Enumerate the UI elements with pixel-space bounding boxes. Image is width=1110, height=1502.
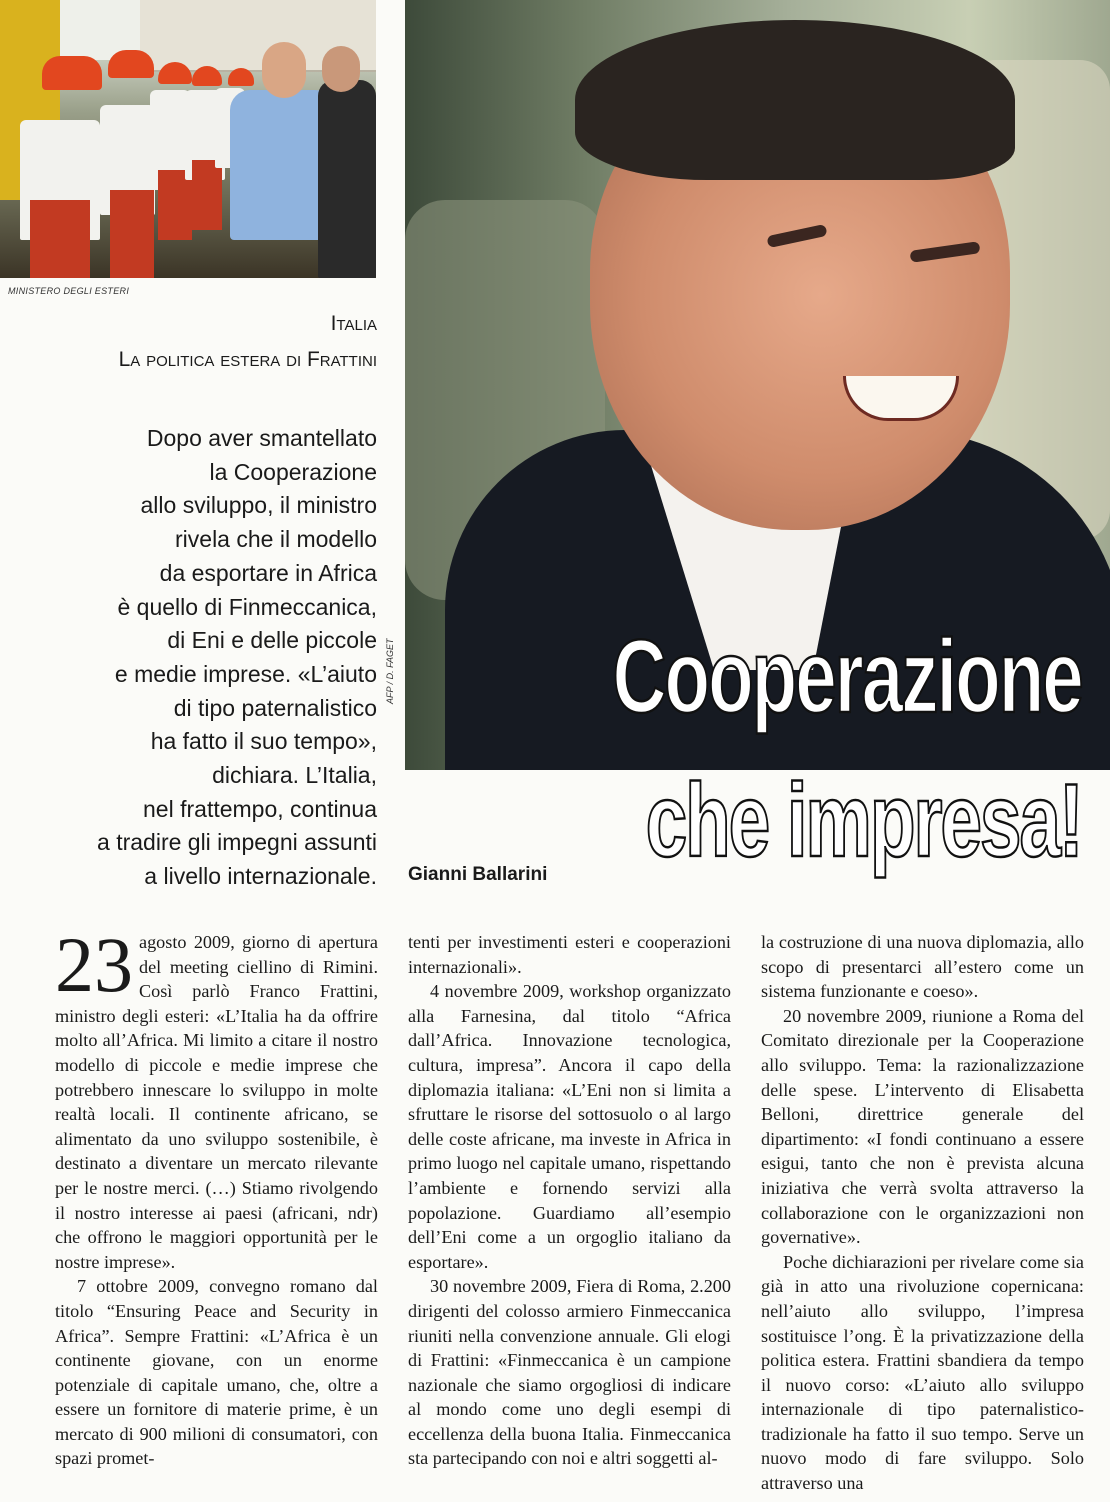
- headline-line-2: che impresa!: [645, 763, 1082, 879]
- photo-workers-handshake: [0, 0, 376, 278]
- author-byline: Gianni Ballarini: [408, 864, 548, 885]
- body-paragraph: 7 ottobre 2009, convegno romano dal titolo “Ensuring Peace and Security in Africa”. Sempre Frattini: «L’Africa è un continente giovane, con un enorme potenziale di capitale umano, che, oltre a essere un fornitore di materie prime, è un mercato di 900 milioni di consumatori, con spazi promet-: [55, 1276, 378, 1469]
- topic-kicker: La politica estera di Frattini: [118, 348, 377, 371]
- standfirst-line: di Eni e delle piccole: [167, 627, 377, 654]
- drop-cap: 23: [55, 921, 133, 1008]
- headline-line-1: Cooperazione: [612, 619, 1082, 735]
- photo-credit-left: MINISTERO DEGLI ESTERI: [8, 286, 130, 296]
- standfirst-line: dichiara. L’Italia,: [212, 762, 377, 789]
- body-paragraph: 20 novembre 2009, riunione a Roma del Comitato direzionale per la Cooperazione allo sviluppo. Tema: la razionalizzazione delle spese. L’intervento di Elisabetta Belloni, direttrice generale del dipartimento: «I fondi continuano a essere esigui, tanto che non è prevista alcuna iniziativa che verrà svolta attraverso la collaborazione con le organizzazioni non governative».: [761, 1005, 1084, 1248]
- photo-credit-right: AFP / D. FAGET: [385, 638, 395, 704]
- standfirst-line: ha fatto il suo tempo»,: [150, 728, 377, 755]
- standfirst-line: è quello di Finmeccanica,: [117, 593, 377, 620]
- body-paragraph: Poche dichiarazioni per rivelare come sia già in atto una rivoluzione copernicana: nell’aiuto allo sviluppo, l’impresa sostituisce l’ong. È la privatizzazione della politica estera. Frattini sbandiera da tempo il nuovo corso: «L’aiuto allo sviluppo internazionale di tipo paternalistico-tradizionale ha fatto il suo tempo. Serve un nuovo modo di fare sviluppo. Solo attraverso una: [761, 1251, 1084, 1494]
- body-paragraph: la costruzione di una nuova diplomazia, allo scopo di presentarci all’estero come un sistema funzionante e coeso».: [761, 932, 1084, 1002]
- standfirst-line: la Cooperazione: [209, 458, 377, 485]
- standfirst-line: allo sviluppo, il ministro: [140, 492, 377, 519]
- body-paragraph: 23 agosto 2009, giorno di apertura del meeting ciellino di Rimini. Così parlò Franco Frattini, ministro degli esteri: «L’Italia ha da offrire molto all’Africa. Mi limito a citare il nostro modello di piccole e medie imprese che potrebbero innescare lo sviluppo in molte realtà locali. Il continente africano, se alimentato da uno sviluppo sostenibile, è destinato a diventare un mercato rilevante per le nostre merci. (…) Stiamo rivolgendo il nostro interesse ai paesi (africani, ndr) che offrono le maggiori opportunità per le nostre imprese».: [55, 921, 378, 1272]
- section-kicker: Italia: [330, 312, 377, 335]
- body-paragraph: tenti per investimenti esteri e cooperazioni internazionali».: [408, 932, 731, 977]
- body-paragraph: 4 novembre 2009, workshop organizzato alla Farnesina, dal titolo “Africa dall’Africa. Innovazione tecnologica, cultura, impresa”. Ancora il capo della diplomazia italiana: «L’Eni non si limita a sfruttare le risorse del sottosuolo o al largo delle coste africane, ma investe in Africa in primo luogo nel capitale umano, rispettando l’ambiente e fornendo servizi alla popolazione. Guardiamo all’esempio dell’Eni come a un orgoglio italiano da esportare».: [408, 981, 731, 1272]
- standfirst-line: a tradire gli impegni assunti: [97, 829, 377, 856]
- standfirst: [97, 422, 377, 894]
- body-column-3: [761, 930, 1084, 1496]
- body-paragraph: 30 novembre 2009, Fiera di Roma, 2.200 dirigenti del colosso armiero Finmeccanica riuniti nella convenzione annuale. Gli elogi di Frattini: «Finmeccanica è un campione nazionale che siamo orgogliosi di indicare al mondo come uno degli esempi di eccellenza della buona Italia. Finmeccanica sta partecipando con noi e altri soggetti al-: [408, 1276, 731, 1469]
- standfirst-line: di tipo paternalistico: [173, 694, 377, 721]
- body-column-1: [55, 921, 378, 1471]
- standfirst-line: a livello internazionale.: [144, 863, 377, 890]
- standfirst-line: Dopo aver smantellato: [146, 425, 377, 451]
- standfirst-line: nel frattempo, continua: [143, 795, 377, 822]
- standfirst-line: da esportare in Africa: [159, 559, 377, 586]
- body-column-2: [408, 930, 731, 1471]
- standfirst-line: e medie imprese. «L’aiuto: [114, 660, 377, 687]
- standfirst-line: rivela che il modello: [175, 526, 377, 553]
